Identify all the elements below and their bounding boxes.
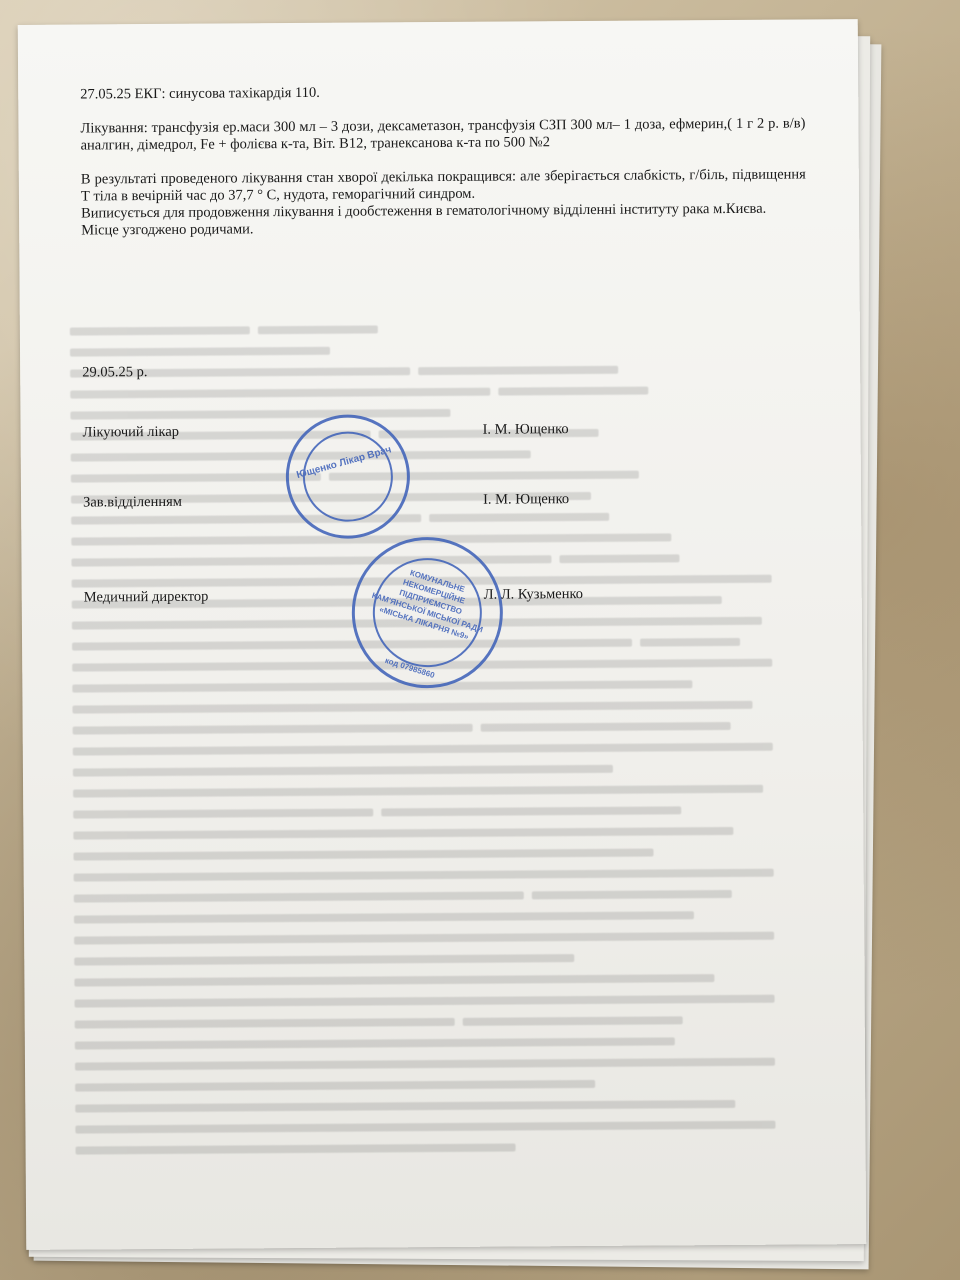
- discharge-paragraph: Виписується для продовження лікування і дообстеження в гематологічному відділенні інституту рака м.Києва.: [80, 200, 767, 222]
- doctor-stamp-text: Ющенко Лікар Врач: [295, 444, 393, 481]
- result-paragraph: В результаті проведеного лікування стан хворої декілька покращився: але зберігається слабкість, г/біль, підвищення Т тіла в вечірній час до 37,7 ° С, нудота, геморагічний синдром.: [80, 166, 806, 205]
- bleed-through-text: [70, 319, 836, 1204]
- hospital-seal-code: код 07985860: [383, 655, 436, 680]
- signature-role: Медичний директор: [83, 588, 209, 606]
- ecg-line: 27.05.25 ЕКГ: синусова тахікардія 110.: [80, 84, 320, 103]
- signature-name: І. М. Ющенко: [482, 421, 569, 438]
- document-body: [80, 81, 806, 239]
- place-agreed-line: Місце узгоджено родичами.: [81, 221, 254, 239]
- hospital-seal-text: КОМУНАЛЬНЕ НЕКОМЕРЦІЙНЕ ПІДПРИЄМСТВО КАМ'ЯНСЬКОЇ МІСЬКОЇ РАДИ «МІСЬКА ЛІКАРНЯ №9»: [370, 568, 484, 642]
- signature-name: Л. Л. Кузьменко: [483, 586, 584, 603]
- signature-role: Лікуючий лікар: [82, 423, 180, 441]
- document-date: 29.05.25 р.: [82, 364, 148, 381]
- signature-name: І. М. Ющенко: [483, 491, 570, 508]
- treatment-paragraph: Лікування: трансфузія ер.маси 300 мл – 3 дози, дексаметазон, трансфузія СЗП 300 мл– 1 доза, ефмерин,( 1 г 2 р. в/в) аналгин, дімедрол, Fe + фолієва к-та, Віт. В12, транексанова к-та по 500 №2: [80, 115, 806, 154]
- document-page: [18, 19, 867, 1250]
- signature-role: Зав.відділенням: [83, 493, 182, 511]
